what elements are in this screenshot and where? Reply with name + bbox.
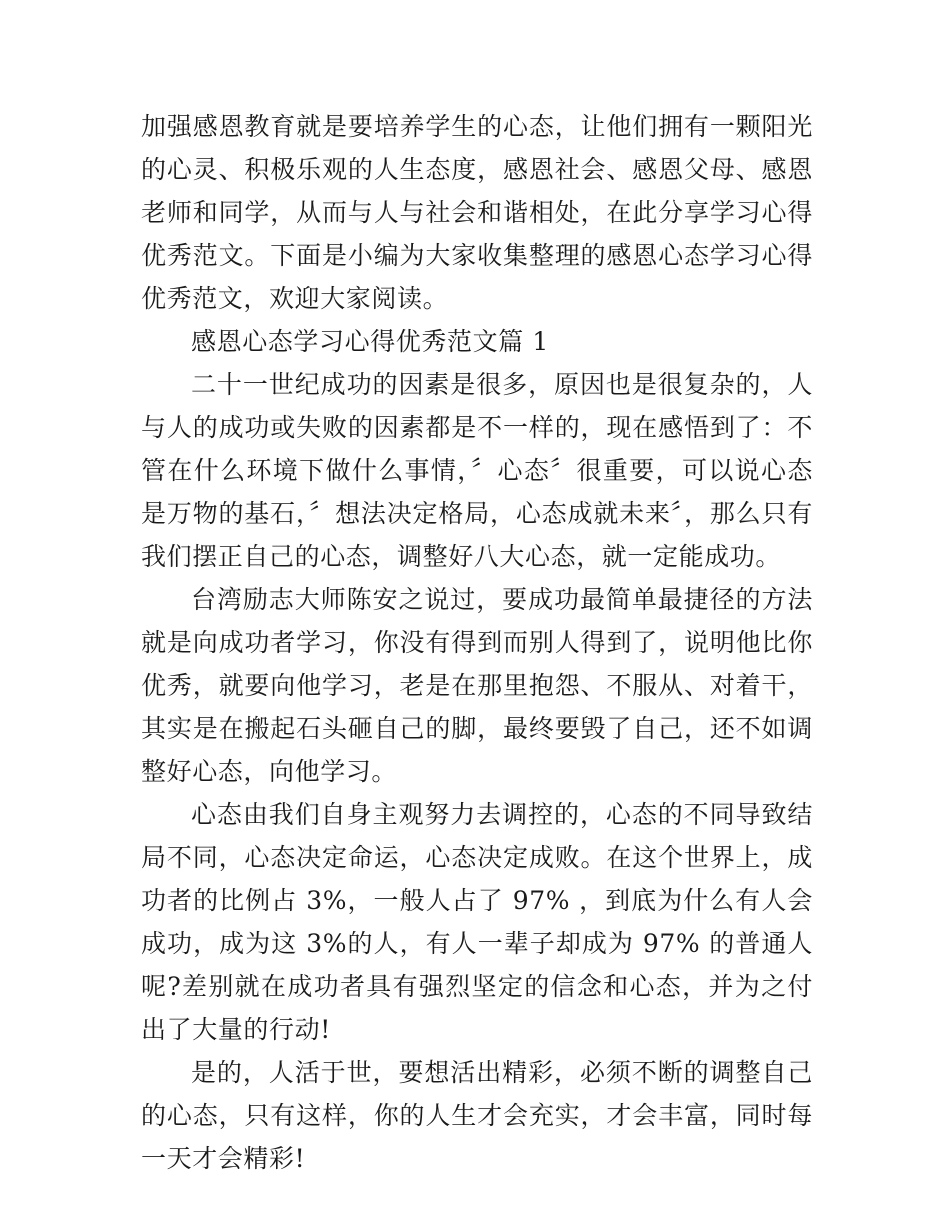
section-title: 感恩心态学习心得优秀范文篇 1 — [191, 327, 549, 356]
body-paragraph-4: 是的，人活于世，要想活出精彩，必须不断的调整自己的心态，只有这样，你的人生才会充实，才会丰富，同时每一天才会精彩! — [141, 1058, 813, 1173]
document-body — [141, 105, 813, 1180]
body-paragraph-1: 二十一世纪成功的因素是很多，原因也是很复杂的，人与人的成功或失败的因素都是不一样的，现在感悟到了：不管在什么环境下做什么事情，〞心态〞很重要，可以说心态是万物的基石，〞想法决定格局，心态成就未来〞，那么只有我们摆正自己的心态，调整好八大心态，就一定能成功。 — [141, 370, 813, 571]
intro-paragraph: 加强感恩教育就是要培养学生的心态，让他们拥有一颗阳光的心灵、积极乐观的人生态度，感恩社会、感恩父母、感恩老师和同学，从而与人与社会和谐相处，在此分享学习心得优秀范文。下面是小编为大家收集整理的感恩心态学习心得优秀范文，欢迎大家阅读。 — [141, 112, 813, 313]
body-paragraph-3: 心态由我们自身主观努力去调控的，心态的不同导致结局不同，心态决定命运，心态决定成败。在这个世界上，成功者的比例占 3%，一般人占了 97% ，到底为什么有人会成功，成为这 3%的人，有人一辈子却成为 97% 的普通人呢?差别就在成功者具有强烈坚定的信念和心态，并为之付出了大量的行动! — [141, 800, 813, 1044]
body-paragraph-2: 台湾励志大师陈安之说过，要成功最简单最捷径的方法就是向成功者学习，你没有得到而别人得到了，说明他比你优秀，就要向他学习，老是在那里抱怨、不服从、对着干，其实是在搬起石头砸自己的脚，最终要毁了自己，还不如调整好心态，向他学习。 — [141, 585, 813, 786]
